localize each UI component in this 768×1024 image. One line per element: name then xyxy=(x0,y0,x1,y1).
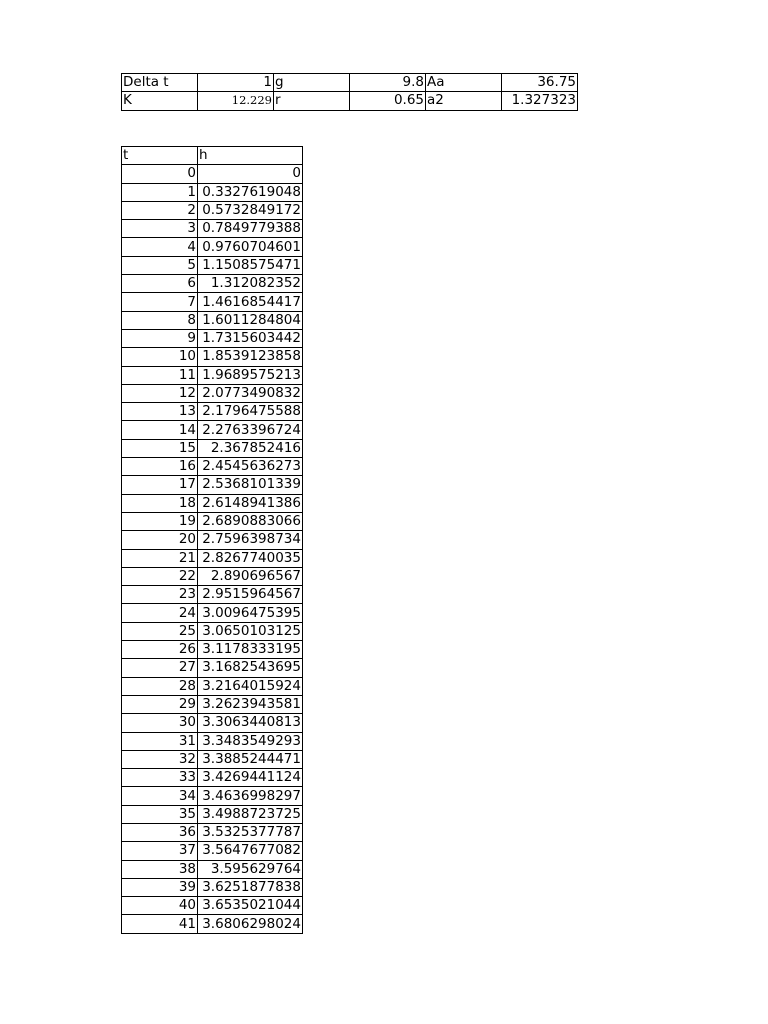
table-row xyxy=(122,220,303,238)
table-row xyxy=(122,677,303,695)
param-label-aa[interactable]: Aa xyxy=(426,74,502,92)
cell-h[interactable]: 3.5647677082 xyxy=(198,842,303,860)
cell-h[interactable]: 3.6806298024 xyxy=(198,915,303,933)
param-value-aa[interactable]: 36.75 xyxy=(502,74,578,92)
cell-h[interactable]: 2.890696567 xyxy=(198,567,303,585)
table-row xyxy=(122,586,303,604)
cell-t[interactable]: 36 xyxy=(122,823,198,841)
cell-h[interactable]: 1.9689575213 xyxy=(198,366,303,384)
cell-h[interactable]: 3.595629764 xyxy=(198,860,303,878)
table-row xyxy=(122,622,303,640)
table-row xyxy=(122,897,303,915)
table-row xyxy=(122,915,303,933)
cell-t[interactable]: 8 xyxy=(122,311,198,329)
table-row xyxy=(122,439,303,457)
table-row xyxy=(122,366,303,384)
param-label-r[interactable]: r xyxy=(274,92,350,110)
cell-t[interactable]: 9 xyxy=(122,329,198,347)
cell-t[interactable]: 4 xyxy=(122,238,198,256)
param-row-1 xyxy=(122,74,578,92)
table-row xyxy=(122,842,303,860)
table-row xyxy=(122,714,303,732)
param-value-delta-t[interactable]: 1 xyxy=(198,74,274,92)
table-row xyxy=(122,293,303,311)
cell-h[interactable]: 2.367852416 xyxy=(198,439,303,457)
cell-t[interactable]: 22 xyxy=(122,567,198,585)
table-row xyxy=(122,549,303,567)
table-row xyxy=(122,823,303,841)
param-row-2 xyxy=(122,92,578,110)
cell-h[interactable]: 2.7596398734 xyxy=(198,531,303,549)
cell-t[interactable]: 7 xyxy=(122,293,198,311)
param-value-k[interactable]: 12.229 xyxy=(198,92,274,110)
table-row xyxy=(122,604,303,622)
cell-h[interactable]: 0.9760704601 xyxy=(198,238,303,256)
param-label-g[interactable]: g xyxy=(274,74,350,92)
table-row xyxy=(122,348,303,366)
cell-h[interactable]: 3.3063440813 xyxy=(198,714,303,732)
cell-h[interactable]: 3.5325377787 xyxy=(198,823,303,841)
cell-t[interactable]: 10 xyxy=(122,348,198,366)
height-data-body xyxy=(122,147,303,934)
cell-t[interactable]: 41 xyxy=(122,915,198,933)
cell-h[interactable]: 1.1508575471 xyxy=(198,256,303,274)
param-value-a2[interactable]: 1.327323 xyxy=(502,92,578,110)
cell-t[interactable]: 18 xyxy=(122,494,198,512)
cell-h[interactable]: 3.2623943581 xyxy=(198,695,303,713)
table-row xyxy=(122,238,303,256)
table-row xyxy=(122,165,303,183)
cell-h[interactable]: 3.3885244471 xyxy=(198,750,303,768)
cell-t[interactable]: 29 xyxy=(122,695,198,713)
table-row xyxy=(122,421,303,439)
cell-h[interactable]: 2.4545636273 xyxy=(198,458,303,476)
cell-t[interactable]: 26 xyxy=(122,641,198,659)
cell-h[interactable]: 1.4616854417 xyxy=(198,293,303,311)
cell-h[interactable]: 1.8539123858 xyxy=(198,348,303,366)
cell-t[interactable]: 5 xyxy=(122,256,198,274)
table-row xyxy=(122,384,303,402)
table-row xyxy=(122,494,303,512)
cell-t[interactable]: 6 xyxy=(122,275,198,293)
table-row xyxy=(122,695,303,713)
cell-h[interactable]: 2.5368101339 xyxy=(198,476,303,494)
cell-t[interactable]: 35 xyxy=(122,805,198,823)
param-value-r[interactable]: 0.65 xyxy=(350,92,426,110)
table-row xyxy=(122,329,303,347)
cell-h[interactable]: 1.7315603442 xyxy=(198,329,303,347)
table-row xyxy=(122,732,303,750)
table-row xyxy=(122,458,303,476)
cell-t[interactable]: 12 xyxy=(122,384,198,402)
cell-h[interactable]: 2.9515964567 xyxy=(198,586,303,604)
cell-t[interactable]: 11 xyxy=(122,366,198,384)
cell-t[interactable]: 0 xyxy=(122,165,198,183)
table-row xyxy=(122,641,303,659)
cell-h[interactable]: 2.8267740035 xyxy=(198,549,303,567)
table-row xyxy=(122,275,303,293)
cell-t[interactable]: 24 xyxy=(122,604,198,622)
cell-t[interactable]: 19 xyxy=(122,512,198,530)
cell-t[interactable]: 14 xyxy=(122,421,198,439)
cell-h[interactable]: 3.3483549293 xyxy=(198,732,303,750)
cell-h[interactable]: 3.6251877838 xyxy=(198,878,303,896)
cell-h[interactable]: 0.7849779388 xyxy=(198,220,303,238)
cell-h[interactable]: 2.0773490832 xyxy=(198,384,303,402)
cell-t[interactable]: 17 xyxy=(122,476,198,494)
table-row xyxy=(122,659,303,677)
cell-h[interactable]: 3.4269441124 xyxy=(198,769,303,787)
param-label-delta-t[interactable]: Delta t xyxy=(122,74,198,92)
cell-t[interactable]: 32 xyxy=(122,750,198,768)
cell-h[interactable]: 3.1682543695 xyxy=(198,659,303,677)
cell-t[interactable]: 3 xyxy=(122,220,198,238)
cell-h[interactable]: 1.6011284804 xyxy=(198,311,303,329)
cell-h[interactable]: 0 xyxy=(198,165,303,183)
table-row xyxy=(122,403,303,421)
cell-t[interactable]: 39 xyxy=(122,878,198,896)
cell-h[interactable]: 3.6535021044 xyxy=(198,897,303,915)
header-row xyxy=(122,147,303,165)
cell-t[interactable]: 30 xyxy=(122,714,198,732)
table-row xyxy=(122,750,303,768)
cell-h[interactable]: 2.6890883066 xyxy=(198,512,303,530)
table-row xyxy=(122,787,303,805)
cell-t[interactable]: 37 xyxy=(122,842,198,860)
cell-h[interactable]: 0.3327619048 xyxy=(198,183,303,201)
column-header-t[interactable]: t xyxy=(122,147,198,165)
cell-h[interactable]: 3.2164015924 xyxy=(198,677,303,695)
cell-t[interactable]: 13 xyxy=(122,403,198,421)
table-row xyxy=(122,201,303,219)
cell-h[interactable]: 3.1178333195 xyxy=(198,641,303,659)
column-header-h[interactable]: h xyxy=(198,147,303,165)
cell-t[interactable]: 20 xyxy=(122,531,198,549)
cell-t[interactable]: 28 xyxy=(122,677,198,695)
table-row xyxy=(122,878,303,896)
cell-t[interactable]: 31 xyxy=(122,732,198,750)
param-value-g[interactable]: 9.8 xyxy=(350,74,426,92)
cell-h[interactable]: 2.2763396724 xyxy=(198,421,303,439)
cell-h[interactable]: 2.6148941386 xyxy=(198,494,303,512)
table-row xyxy=(122,311,303,329)
cell-t[interactable]: 40 xyxy=(122,897,198,915)
cell-h[interactable]: 0.5732849172 xyxy=(198,201,303,219)
table-row xyxy=(122,805,303,823)
cell-t[interactable]: 16 xyxy=(122,458,198,476)
cell-t[interactable]: 25 xyxy=(122,622,198,640)
table-row xyxy=(122,476,303,494)
height-data-table xyxy=(121,146,303,934)
cell-h[interactable]: 3.4636998297 xyxy=(198,787,303,805)
param-label-k[interactable]: K xyxy=(122,92,198,110)
table-row xyxy=(122,531,303,549)
table-row xyxy=(122,512,303,530)
cell-t[interactable]: 15 xyxy=(122,439,198,457)
table-row xyxy=(122,567,303,585)
cell-t[interactable]: 2 xyxy=(122,201,198,219)
cell-h[interactable]: 3.0650103125 xyxy=(198,622,303,640)
table-row xyxy=(122,860,303,878)
cell-h[interactable]: 3.4988723725 xyxy=(198,805,303,823)
table-row xyxy=(122,183,303,201)
cell-t[interactable]: 34 xyxy=(122,787,198,805)
cell-t[interactable]: 27 xyxy=(122,659,198,677)
cell-t[interactable]: 38 xyxy=(122,860,198,878)
cell-t[interactable]: 21 xyxy=(122,549,198,567)
parameters-table xyxy=(121,73,578,111)
cell-h[interactable]: 2.1796475588 xyxy=(198,403,303,421)
cell-t[interactable]: 23 xyxy=(122,586,198,604)
cell-h[interactable]: 3.0096475395 xyxy=(198,604,303,622)
cell-h[interactable]: 1.312082352 xyxy=(198,275,303,293)
table-row xyxy=(122,256,303,274)
cell-t[interactable]: 33 xyxy=(122,769,198,787)
table-row xyxy=(122,769,303,787)
cell-t[interactable]: 1 xyxy=(122,183,198,201)
param-label-a2[interactable]: a2 xyxy=(426,92,502,110)
